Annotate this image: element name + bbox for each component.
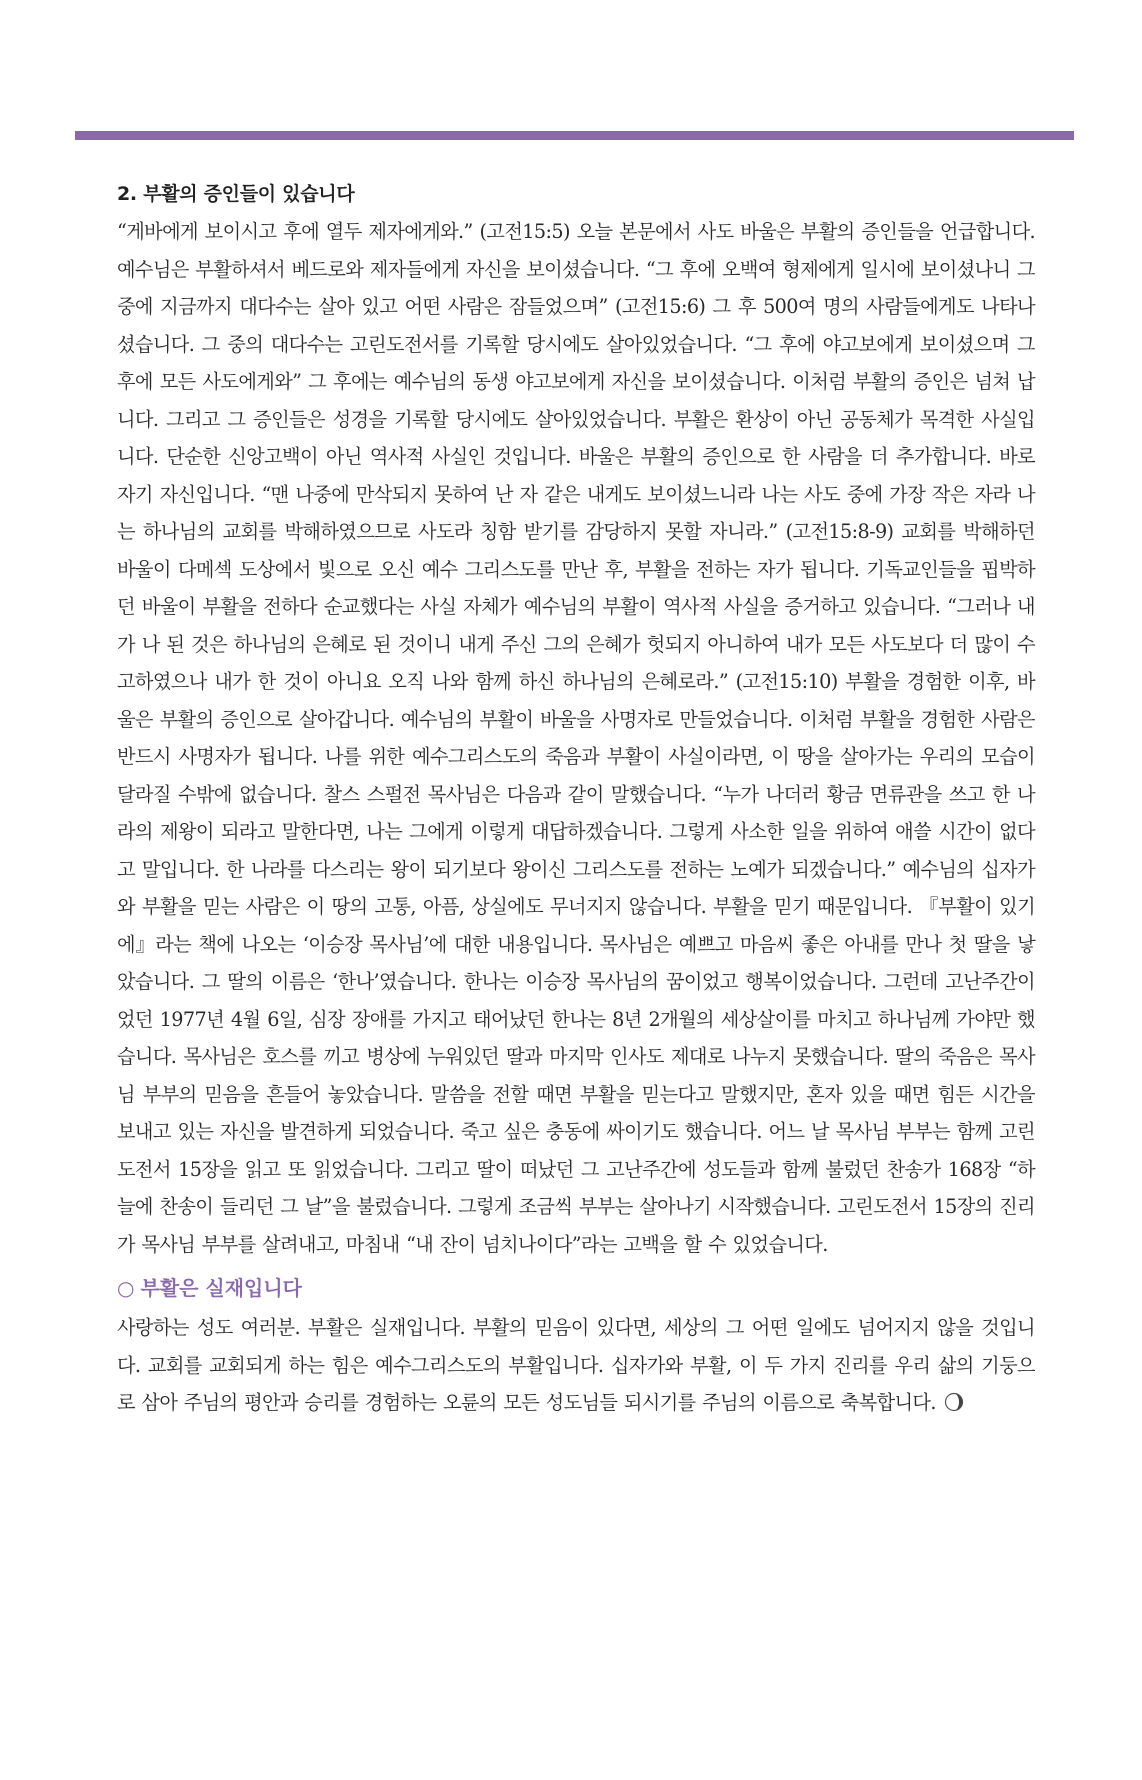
top-divider-rule (75, 131, 1074, 140)
circle-bullet-icon: ○ (117, 1276, 135, 1300)
section-heading: 2. 부활의 증인들이 있습니다 (117, 183, 355, 205)
closing-heading-label: 부활은 실재입니다 (140, 1276, 302, 1300)
section-paragraph: “게바에게 보이시고 후에 열두 제자에게와.” (고전15:5) 오늘 본문에서 사도 바울은 부활의 증인들을 언급합니다. 예수님은 부활하셔서 베드로와 제자들에게 자신을 보이셨습니다. “그 후에 오백여 형제에게 일시에 보이셨나니 그 중에 지금까지 대다수는 살아 있고 어떤 사람은 잠들었으며” (고전15:6) 그 후 500여 명의 사람들에게도 나타나셨습니다. 그 중의 대다수는 고린도전서를 기록할 당시에도 살아있었습니다. “그 후에 야고보에게 보이셨으며 그 후에 모든 사도에게와” 그 후에는 예수님의 동생 야고보에게 자신을 보이셨습니다. 이처럼 부활의 증인은 넘쳐 납니다. 그리고 그 증인들은 성경을 기록할 당시에도 살아있었습니다. 부활은 환상이 아닌 공동체가 목격한 사실입니다. 단순한 신앙고백이 아닌 역사적 사실인 것입니다. 바울은 부활의 증인으로 한 사람을 더 추가합니다. 바로 자기 자신입니다. “맨 나중에 만삭되지 못하여 난 자 같은 내게도 보이셨느니라 나는 사도 중에 가장 작은 자라 나는 하나님의 교회를 박해하였으므로 사도라 칭함 받기를 감당하지 못할 자니라.” (고전15:8-9) 교회를 박해하던 바울이 다메섹 도상에서 빛으로 오신 예수 그리스도를 만난 후, 부활을 전하는 자가 됩니다. 기독교인들을 핍박하던 바울이 부활을 전하다 순교했다는 사실 자체가 예수님의 부활이 역사적 사실을 증거하고 있습니다. “그러나 내가 나 된 것은 하나님의 은혜로 된 것이니 내게 주신 그의 은혜가 헛되지 아니하여 내가 모든 사도보다 더 많이 수고하였으나 내가 한 것이 아니요 오직 나와 함께 하신 하나님의 은혜로라.” (고전15:10) 부활을 경험한 이후, 바울은 부활의 증인으로 살아갑니다. 예수님의 부활이 바울을 사명자로 만들었습니다. 이처럼 부활을 경험한 사람은 반드시 사명자가 됩니다. 나를 위한 예수그리스도의 죽음과 부활이 사실이라면, 이 땅을 살아가는 우리의 모습이 달라질 수밖에 없습니다. 찰스 스펄전 목사님은 다음과 같이 말했습니다. “누가 나더러 황금 면류관을 쓰고 한 나라의 제왕이 되라고 말한다면, 나는 그에게 이렇게 대답하겠습니다. 그렇게 사소한 일을 위하여 애쓸 시간이 없다고 말입니다. 한 나라를 다스리는 왕이 되기보다 왕이신 그리스도를 전하는 노예가 되겠습니다.” 예수님의 십자가와 부활을 믿는 사람은 이 땅의 고통, 아픔, 상실에도 무너지지 않습니다. 부활을 믿기 때문입니다. 『부활이 있기에』라는 책에 나오는 ‘이승장 목사님’에 대한 내용입니다. 목사님은 예쁘고 마음씨 좋은 아내를 만나 첫 딸을 낳았습니다. 그 딸의 이름은 ‘한나’였습니다. 한나는 이승장 목사님의 꿈이었고 행복이었습니다. 그런데 고난주간이었던 1977년 4월 6일, 심장 장애를 가지고 태어났던 한나는 8년 2개월의 세상살이를 마치고 하나님께 가야만 했습니다. 목사님은 호스를 끼고 병상에 누워있던 딸과 마지막 인사도 제대로 나누지 못했습니다. 딸의 죽음은 목사님 부부의 믿음을 흔들어 놓았습니다. 말씀을 전할 때면 부활을 믿는다고 말했지만, 혼자 있을 때면 힘든 시간을 보내고 있는 자신을 발견하게 되었습니다. 죽고 싶은 충동에 싸이기도 했습니다. 어느 날 목사님 부부는 함께 고린도전서 15장을 읽고 또 읽었습니다. 그리고 딸이 떠났던 그 고난주간에 성도들과 함께 불렀던 찬송가 168장 “하늘에 찬송이 들리던 그 날”을 불렀습니다. 그렇게 조금씩 부부는 살아나기 시작했습니다. 고린도전서 15장의 진리가 목사님 부부를 살려내고, 마침내 “내 잔이 넘치나이다”라는 고백을 할 수 있었습니다. (117, 220, 1036, 1256)
closing-paragraph-text: 사랑하는 성도 여러분. 부활은 실재입니다. 부활의 믿음이 있다면, 세상의 그 어떤 일에도 넘어지지 않을 것입니다. 교회를 교회되게 하는 힘은 예수그리스도의 부활입니다. 십자가와 부활, 이 두 가지 진리를 우리 삶의 기둥으로 삼아 주님의 평안과 승리를 경험하는 오륜의 모든 성도님들 되시기를 주님의 이름으로 축복합니다. (117, 1316, 1035, 1414)
closing-heading (117, 1269, 1035, 1307)
article-body (117, 179, 1035, 1422)
closing-paragraph (117, 1309, 1035, 1422)
end-mark-icon (944, 1392, 964, 1412)
